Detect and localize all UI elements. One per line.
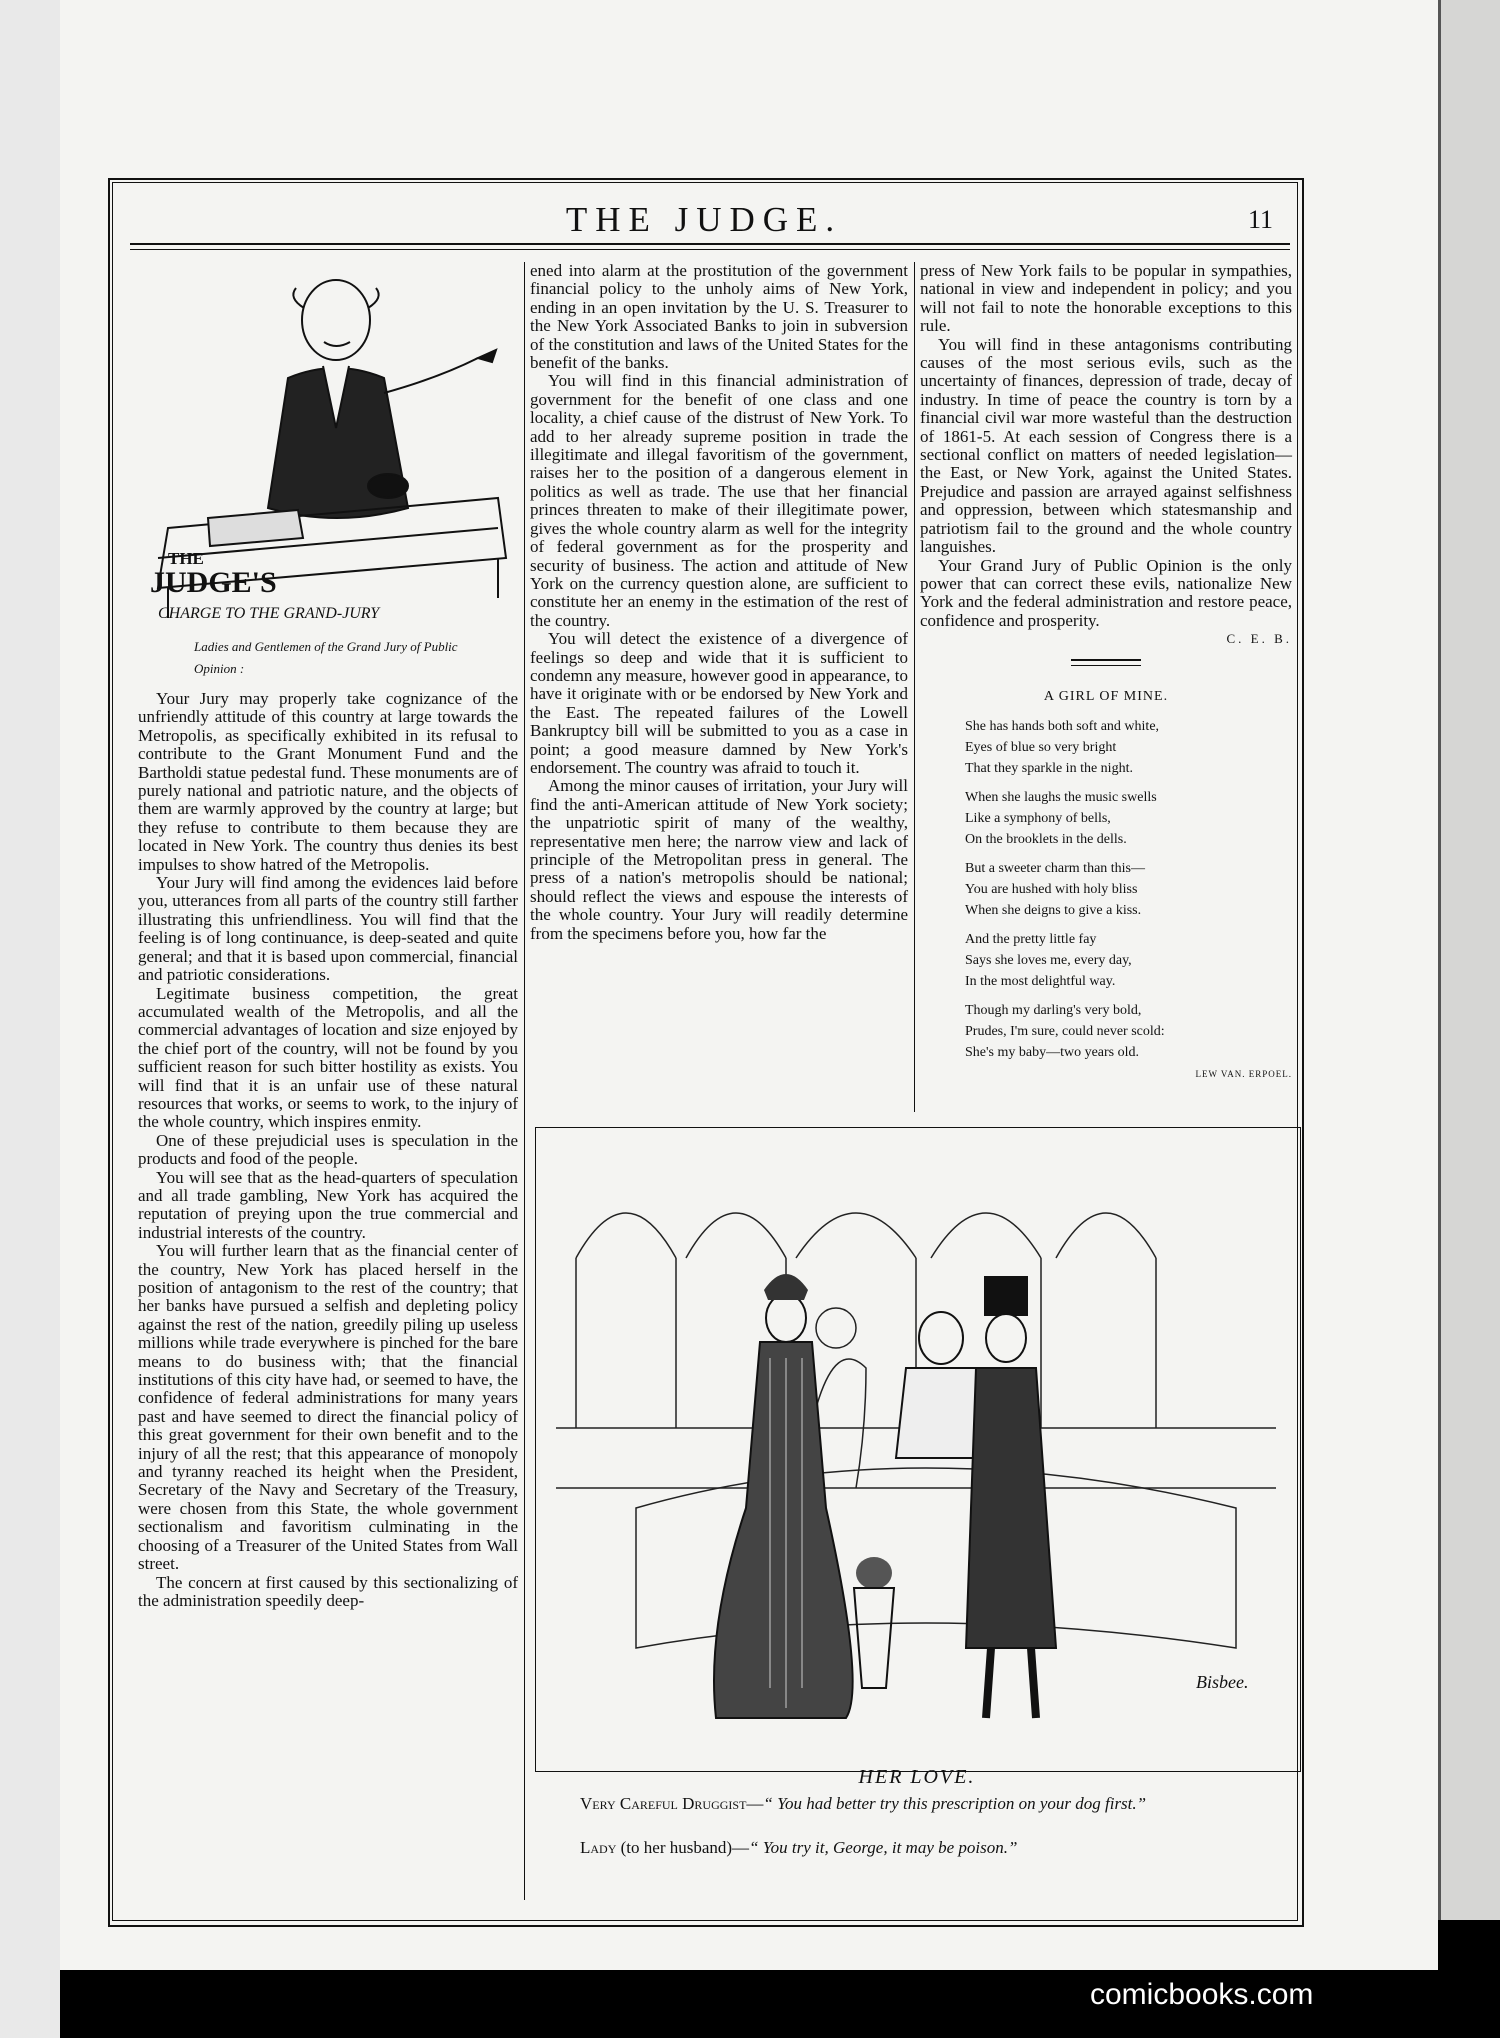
paragraph: Among the minor causes of irritation, your Jury will find the anti-American attitude of New York society; the unpatriotic spirit of many of the wealthy, representative men here; the narrow view and lack of principle of the Metropolitan press in general. The press of a nation's metropolis should be national; should reflect the views and espouse the interests of the whole country. Your Jury will readily determine from the specimens before you, how far the <box>530 776 908 943</box>
address-line2: Opinion : <box>194 661 245 676</box>
dog-on-stool <box>854 1557 894 1688</box>
paragraph: One of these prejudicial uses is speculation in the products and food of the people. <box>138 1130 518 1169</box>
illustration-title: HER LOVE. <box>858 1766 976 1788</box>
paragraph: The concern at first caused by this sectionalizing of the administration speedily deep- <box>138 1572 518 1610</box>
poem-stanza <box>965 1000 1292 1063</box>
poem-line: Says she loves me, every day, <box>965 952 1132 968</box>
poem-line: She's my baby—two years old. <box>965 1044 1140 1060</box>
cartoon-banner-main: JUDGE'S <box>150 566 277 599</box>
poem-line: Though my darling's very bold, <box>965 1002 1142 1018</box>
jury-address <box>138 636 518 680</box>
poem-line: Prudes, I'm sure, could never scold: <box>965 1023 1165 1039</box>
scan-margin-right <box>1438 0 1500 1920</box>
poem-line: On the brooklets in the dells. <box>965 831 1127 847</box>
artist-signature: Bisbee. <box>1196 1672 1249 1692</box>
caption-quote: “ You had better try this prescription on your dog first.” <box>763 1794 1147 1813</box>
paragraph: press of New York fails to be popular in sympathies, national in view and independent in policy; and you will not fail to note the honorable exceptions to this rule. <box>920 261 1292 336</box>
paragraph: ened into alarm at the prostitution of the government financial policy to the unholy aims of New York, ending in an open invitation by the U. S. Treasurer to the New York Associated Banks to join in subversion of the constitution and laws of the United States for the benefit of the banks. <box>530 261 908 373</box>
poem-stanza <box>965 858 1292 921</box>
poem-line: When she deigns to give a kiss. <box>965 902 1142 918</box>
column-rule-2 <box>914 262 915 1112</box>
illustration-caption-druggist <box>540 1794 1300 1814</box>
paragraph: Legitimate business competition, the great accumulated wealth of the Metropolis, and all the commercial advantages of location and size enjoyed by the chief port of the country, will not be found by you sufficient reason for such bitter hostility as exists. You will find that it is an unfair use of these natural resources that works, or seems to work, to the injury of the whole country, which inspires enmity. <box>138 983 518 1132</box>
poem-line: When she laughs the music swells <box>965 789 1157 805</box>
section-divider <box>1071 659 1141 666</box>
paragraph: Your Jury may properly take cognizance of the unfriendly attitude of this country at large towards the Metropolis, as specifically exhibited in its refusal to contribute to the Grant Monument Fund and the Bartholdi statue pedestal fund. These monuments are of purely national and patriotic nature, and the objects of them are warmly approved by the country at large; but they refuse to contribute to them because they are located in New York. The country thus denies its best impulses to show hatred of the Metropolis. <box>138 689 518 874</box>
lady-figure <box>714 1274 853 1718</box>
poem-stanza <box>965 929 1292 992</box>
poem-line: That they sparkle in the night. <box>965 760 1133 776</box>
poem-line: In the most delightful way. <box>965 973 1116 989</box>
poem-line: And the pretty little fay <box>965 931 1097 947</box>
poem-author: LEW VAN. ERPOEL. <box>1195 1068 1292 1079</box>
illustration-caption-lady <box>540 1838 1300 1858</box>
judge-cartoon <box>138 258 518 628</box>
masthead-title: THE JUDGE. <box>565 200 843 239</box>
paragraph: You will further learn that as the financial center of the country, New York has placed herself in the position of antagonism to the rest of the country; that her banks have pursued a selfish and depleting policy against the rest of the nation, greedily piling up useless millions while trade everywhere is pinched for the bare means to do business with; that the financial institutions of this city have had, or seemed to have, the confidence of federal administrations for many years past and have seemed to direct the financial policy of this great government for their own benefit and to the injury of all the rest; that this appearance of monopoly and tyranny reached its height when the President, Secretary of the Navy and Secretary of the Treasury, were chosen from this State, the whole government sectionalism and favoritism culminating in the choosing of a Treasurer of the United States from Wall street. <box>138 1241 518 1574</box>
husband-figure <box>966 1276 1056 1718</box>
caption-quote: “ You try it, George, it may be poison.” <box>749 1838 1018 1857</box>
paragraph: You will see that as the head-quarters of speculation and all trade gambling, New York has acquired the reputation of preying upon the true commercial and industrial interests of the country. <box>138 1167 518 1242</box>
scan-margin-left <box>0 0 60 2038</box>
article-column-3 <box>920 262 1292 1083</box>
page-number: 11 <box>1248 205 1274 234</box>
poem-stanza <box>965 787 1292 850</box>
poem-line: You are hushed with holy bliss <box>965 881 1138 897</box>
druggist-illustration <box>535 1127 1301 1772</box>
cartoon-banner-sub: CHARGE TO THE GRAND-JURY <box>158 605 380 622</box>
poem-title: A GIRL OF MINE. <box>1043 688 1169 704</box>
column-rule-1 <box>524 262 525 1900</box>
paragraph: Your Grand Jury of Public Opinion is the only power that can correct these evils, nationalize New York and the federal administration and restore peace, confidence and prosperity. <box>920 555 1292 630</box>
poem-line: She has hands both soft and white, <box>965 718 1160 734</box>
poem-stanza <box>965 716 1292 779</box>
poem-line: Like a symphony of bells, <box>965 810 1111 826</box>
article-signature: C. E. B. <box>1226 631 1292 647</box>
address-line1: Ladies and Gentlemen of the Grand Jury of Public <box>194 639 458 654</box>
poem-line: But a sweeter charm than this— <box>965 860 1146 876</box>
paragraph: You will find in this financial administration of government for the benefit of one class and one locality, a chief cause of the distrust of New York. To add to her already supreme position in trade the illegitimate and illegal favoritism of the government, raises her to the position of a dangerous element in politics as well as trade. The use that her financial princes threaten to make of their illegitimate power, gives the whole country alarm as well for the integrity of federal government as for the prosperity and security of business. The action and attitude of New York on the currency question alone, are sufficient to constitute her an enemy in the estimation of the rest of the country. <box>530 371 908 630</box>
caption-aside: (to her husband)— <box>616 1838 750 1857</box>
cartoon-banner-top: THE <box>168 549 204 568</box>
article-column-2 <box>530 262 908 943</box>
paragraph: Your Jury will find among the evidences laid before you, utterances from all parts of the country still farther illustrating this unfriendliness. You will find that the feeling is of long continuance, is deep-seated and quite general; and that it is based upon commercial, financial and patriotic considerations. <box>138 873 518 985</box>
watermark: comicbooks.com <box>1090 1978 1314 2011</box>
caption-speaker: Lady <box>580 1838 617 1857</box>
paragraph: You will find in these antagonisms contributing causes of the most serious evils, such as the uncertainty of finances, depression of trade, decay of industry. In time of peace the country is torn by a financial civil war more wasteful than the destruction of 1861-5. At each session of Congress there is a sectional conflict on matters of needed legislation—the East, or New York, against the United States. Prejudice and passion are arrayed against selfishness and oppression, between which statesmanship and patriotism fail to the ground and the whole country languishes. <box>920 334 1292 557</box>
masthead-rule <box>130 243 1290 245</box>
paragraph: You will detect the existence of a divergence of feelings so deep and wide that it is sufficient to condemn any measure, however good in appearance, to have it originate with or be endorsed by New York and the East. The repeated failures of the Lowell Bankruptcy bill will be submitted to you as a case in point; a good measure damned by New York's endorsement. The country was afraid to touch it. <box>530 629 908 777</box>
article-column-1 <box>138 690 518 1610</box>
masthead-rule-thin <box>130 249 1290 250</box>
caption-speaker: Very Careful Druggist— <box>580 1794 764 1813</box>
poem-line: Eyes of blue so very bright <box>965 739 1117 755</box>
